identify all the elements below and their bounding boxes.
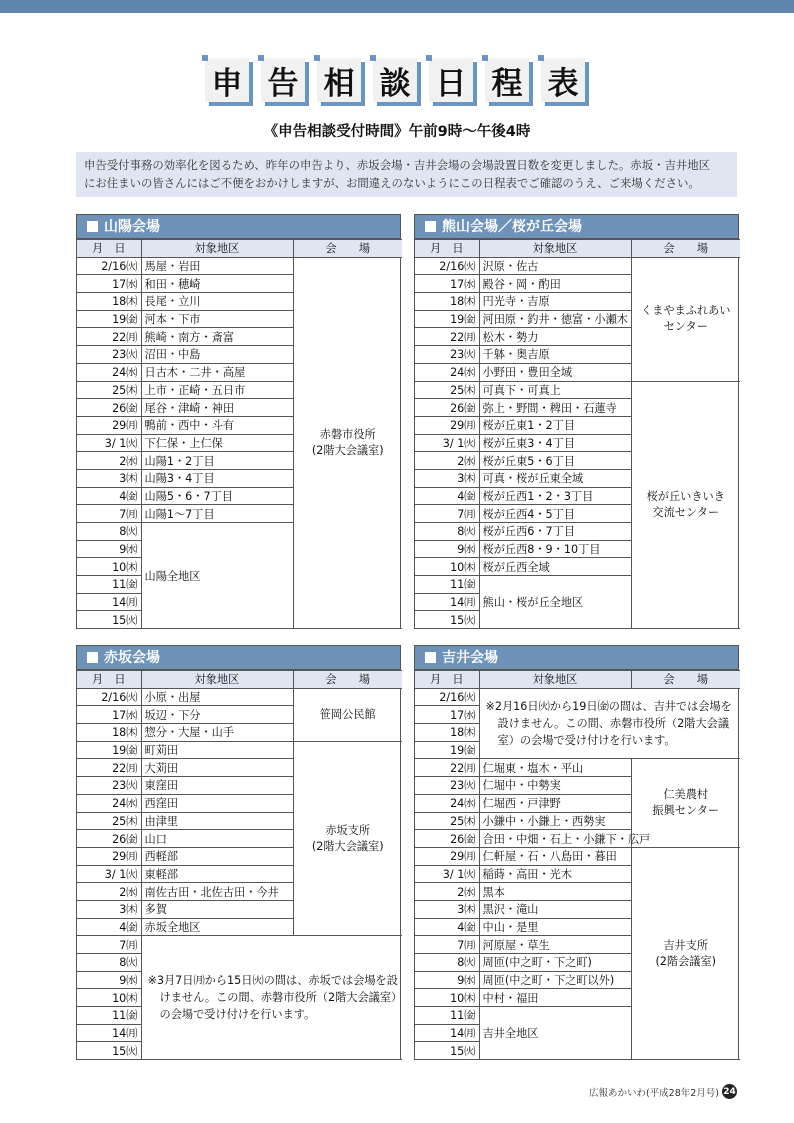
date-cell: 18㈭ bbox=[77, 724, 141, 742]
date-cell: 11㈮ bbox=[77, 1007, 141, 1025]
date-cell: 3/ 1㈫ bbox=[415, 865, 479, 883]
area-cell: 上市・正崎・五日市 bbox=[141, 381, 293, 399]
col-area-header: 対象地区 bbox=[479, 671, 631, 689]
date-cell: 8㈫ bbox=[77, 954, 141, 972]
square-marker bbox=[425, 221, 436, 232]
area-cell: 馬屋・岩田 bbox=[141, 257, 293, 275]
col-date-header: 月 日 bbox=[77, 671, 141, 689]
area-cell: 河原屋・草生 bbox=[479, 936, 631, 954]
date-cell: 4㈮ bbox=[77, 918, 141, 936]
area-cell: 多賀 bbox=[141, 900, 293, 918]
title-char: 日 bbox=[429, 58, 473, 102]
area-cell: 大苅田 bbox=[141, 759, 293, 777]
area-cell: 周匝(中之町・下之町以外) bbox=[479, 971, 631, 989]
date-cell: 2/16㈫ bbox=[415, 688, 479, 706]
date-cell: 25㈭ bbox=[77, 812, 141, 830]
col-area-header: 対象地区 bbox=[141, 671, 293, 689]
date-cell: 4㈮ bbox=[77, 487, 141, 505]
area-cell: 熊崎・南方・斎富 bbox=[141, 328, 293, 346]
date-cell: 14㈪ bbox=[415, 1024, 479, 1042]
title-char: 表 bbox=[541, 58, 585, 102]
schedule-table bbox=[415, 670, 740, 1060]
date-cell: 4㈮ bbox=[415, 918, 479, 936]
area-cell: 山陽1・2丁目 bbox=[141, 452, 293, 470]
area-cell-merged: 山陽全地区 bbox=[141, 523, 293, 629]
table-row bbox=[77, 936, 402, 954]
area-cell: 桜が丘東3・4丁目 bbox=[479, 434, 631, 452]
date-cell: 3㈭ bbox=[77, 900, 141, 918]
area-cell: 松木・勢力 bbox=[479, 328, 631, 346]
date-cell: 3㈭ bbox=[415, 469, 479, 487]
col-area-header: 対象地区 bbox=[141, 240, 293, 258]
date-cell: 2㈬ bbox=[415, 883, 479, 901]
title-char: 相 bbox=[317, 58, 361, 102]
title-char: 程 bbox=[485, 58, 529, 102]
area-cell: 桜が丘西全域 bbox=[479, 558, 631, 576]
date-cell: 3/ 1㈫ bbox=[77, 434, 141, 452]
area-cell: 可真下・可真上 bbox=[479, 381, 631, 399]
date-cell: 10㈭ bbox=[415, 558, 479, 576]
area-cell: 桜が丘西1・2・3丁目 bbox=[479, 487, 631, 505]
date-cell: 11㈮ bbox=[77, 576, 141, 594]
header-row bbox=[415, 240, 740, 258]
col-venue-header: 会 場 bbox=[631, 671, 740, 689]
area-cell: 黒本 bbox=[479, 883, 631, 901]
area-cell: 町苅田 bbox=[141, 741, 293, 759]
notice-line: 申告受付事務の効率化を図るため、昨年の申告より、赤坂会場・吉井会場の会場設置日数を変更しました。赤坂・吉井地区 bbox=[84, 158, 711, 172]
area-cell: 鴨前・西中・斗有 bbox=[141, 416, 293, 434]
date-cell: 9㈬ bbox=[77, 971, 141, 989]
table-row bbox=[415, 688, 740, 706]
date-cell: 26㈮ bbox=[77, 830, 141, 848]
date-cell: 19㈮ bbox=[77, 310, 141, 328]
venue-cell: 桜が丘いきいき 交流センター bbox=[631, 381, 740, 629]
date-cell: 24㈬ bbox=[77, 794, 141, 812]
venue-cell: 吉井支所 (2階会議室) bbox=[631, 847, 740, 1059]
area-cell: 日古木・二井・高屋 bbox=[141, 363, 293, 381]
date-cell: 29㈪ bbox=[77, 847, 141, 865]
area-cell: 仁堀東・塩木・平山 bbox=[479, 759, 631, 777]
table-row bbox=[77, 688, 402, 706]
date-cell: 17㈬ bbox=[415, 275, 479, 293]
date-cell: 19㈮ bbox=[415, 310, 479, 328]
date-cell: 15㈫ bbox=[77, 611, 141, 629]
title-char: 談 bbox=[373, 58, 417, 102]
area-cell: 山陽1～7丁目 bbox=[141, 505, 293, 523]
date-cell: 8㈫ bbox=[77, 523, 141, 541]
date-cell: 10㈭ bbox=[415, 989, 479, 1007]
area-cell: 河本・下市 bbox=[141, 310, 293, 328]
col-venue-header: 会 場 bbox=[631, 240, 740, 258]
date-cell: 15㈫ bbox=[415, 611, 479, 629]
date-cell: 22㈪ bbox=[77, 759, 141, 777]
footer-publication: 広報あかいわ(平成28年2月号) bbox=[588, 1087, 719, 1099]
date-cell: 29㈪ bbox=[77, 416, 141, 434]
date-cell: 2㈬ bbox=[77, 883, 141, 901]
square-marker bbox=[87, 221, 98, 232]
date-cell: 10㈭ bbox=[77, 558, 141, 576]
table-row bbox=[415, 381, 740, 399]
page-title bbox=[205, 58, 625, 104]
area-cell: 沼田・中島 bbox=[141, 346, 293, 364]
area-cell: 黒沢・滝山 bbox=[479, 900, 631, 918]
area-cell: 坂辺・下分 bbox=[141, 706, 293, 724]
area-cell: 桜が丘西6・7丁目 bbox=[479, 523, 631, 541]
date-cell: 24㈬ bbox=[415, 794, 479, 812]
table-row bbox=[77, 257, 402, 275]
date-cell: 10㈭ bbox=[77, 989, 141, 1007]
area-cell-merged: 熊山・桜が丘全地区 bbox=[479, 576, 631, 629]
area-cell: 河田原・釣井・徳富・小瀬木 bbox=[479, 310, 631, 328]
area-cell: 西窪田 bbox=[141, 794, 293, 812]
area-cell: 和田・穂崎 bbox=[141, 275, 293, 293]
schedule-note: ※3月7日㈪から15日㈫の間は、赤坂では会場を設けません。この間、赤磐市役所（2階大会議室）の会場で受け付けを行います。 bbox=[141, 936, 402, 1060]
date-cell: 7㈪ bbox=[415, 505, 479, 523]
area-cell: 西軽部 bbox=[141, 847, 293, 865]
block-title: 熊山会場／桜が丘会場 bbox=[415, 215, 738, 239]
area-cell: 小原・出屋 bbox=[141, 688, 293, 706]
square-marker bbox=[87, 652, 98, 663]
area-cell: 東窪田 bbox=[141, 777, 293, 795]
venue-cell: くまやまふれあい センター bbox=[631, 257, 740, 381]
venue-cell: 仁美農村 振興センター bbox=[631, 759, 740, 847]
footer bbox=[589, 1084, 737, 1099]
date-cell: 23㈫ bbox=[415, 346, 479, 364]
area-cell: 可真・桜が丘東全域 bbox=[479, 469, 631, 487]
date-cell: 29㈪ bbox=[415, 847, 479, 865]
title-char: 告 bbox=[261, 58, 305, 102]
date-cell: 22㈪ bbox=[77, 328, 141, 346]
schedule-table bbox=[77, 239, 402, 629]
date-cell: 3/ 1㈫ bbox=[415, 434, 479, 452]
date-cell: 2㈬ bbox=[415, 452, 479, 470]
header-row bbox=[415, 671, 740, 689]
date-cell: 14㈪ bbox=[77, 1024, 141, 1042]
date-cell: 18㈭ bbox=[77, 293, 141, 311]
area-cell: 中村・福田 bbox=[479, 989, 631, 1007]
area-cell: 桜が丘東1・2丁目 bbox=[479, 416, 631, 434]
schedule-table bbox=[415, 239, 740, 629]
area-cell: 仁堀中・中勢実 bbox=[479, 777, 631, 795]
area-cell-merged: 吉井全地区 bbox=[479, 1007, 631, 1060]
block-title: 山陽会場 bbox=[77, 215, 400, 239]
col-area-header: 対象地区 bbox=[479, 240, 631, 258]
date-cell: 2/16㈫ bbox=[77, 688, 141, 706]
area-cell: 小鎌中・小鎌上・西勢実 bbox=[479, 812, 631, 830]
schedule-table bbox=[77, 670, 402, 1060]
page-number: 24 bbox=[722, 1084, 737, 1099]
table-row bbox=[415, 257, 740, 275]
date-cell: 7㈪ bbox=[415, 936, 479, 954]
col-date-header: 月 日 bbox=[415, 671, 479, 689]
area-cell: 東軽部 bbox=[141, 865, 293, 883]
date-cell: 25㈭ bbox=[415, 381, 479, 399]
area-cell: 殿谷・岡・酌田 bbox=[479, 275, 631, 293]
area-cell: 円光寺・吉原 bbox=[479, 293, 631, 311]
date-cell: 26㈮ bbox=[415, 399, 479, 417]
area-cell: 稲蒔・高田・光木 bbox=[479, 865, 631, 883]
date-cell: 9㈬ bbox=[77, 540, 141, 558]
header-row bbox=[77, 240, 402, 258]
date-cell: 29㈪ bbox=[415, 416, 479, 434]
date-cell: 7㈪ bbox=[77, 505, 141, 523]
schedule-block-akasaka bbox=[76, 645, 401, 1060]
area-cell: 山陽3・4丁目 bbox=[141, 469, 293, 487]
date-cell: 15㈫ bbox=[415, 1042, 479, 1060]
area-cell: 長尾・立川 bbox=[141, 293, 293, 311]
date-cell: 17㈬ bbox=[77, 275, 141, 293]
date-cell: 26㈮ bbox=[77, 399, 141, 417]
area-cell: 由津里 bbox=[141, 812, 293, 830]
area-cell: 仁堀西・戸津野 bbox=[479, 794, 631, 812]
date-cell: 19㈮ bbox=[77, 741, 141, 759]
date-cell: 25㈭ bbox=[415, 812, 479, 830]
date-cell: 2/16㈫ bbox=[77, 257, 141, 275]
date-cell: 7㈪ bbox=[77, 936, 141, 954]
venue-cell: 赤磐市役所 (2階大会議室) bbox=[293, 257, 402, 628]
date-cell: 24㈬ bbox=[77, 363, 141, 381]
area-cell: 周匝(中之町・下之町) bbox=[479, 954, 631, 972]
reception-hours: 《申告相談受付時間》午前9時～午後4時 bbox=[263, 124, 531, 140]
area-cell: 中山・是里 bbox=[479, 918, 631, 936]
date-cell: 17㈬ bbox=[415, 706, 479, 724]
date-cell: 23㈫ bbox=[415, 777, 479, 795]
date-cell: 17㈬ bbox=[77, 706, 141, 724]
schedule-block-yoshii bbox=[414, 645, 739, 1060]
date-cell: 3/ 1㈫ bbox=[77, 865, 141, 883]
block-title: 吉井会場 bbox=[415, 646, 738, 670]
schedule-block-kumayama-sakuragaoka bbox=[414, 214, 739, 629]
notice-line: にお住まいの皆さんにはご不便をおかけしますが、お間違えのないようにこの日程表でご確認のうえ、ご来場ください。 bbox=[84, 176, 700, 190]
date-cell: 11㈮ bbox=[415, 576, 479, 594]
area-cell: 千躰・奥吉原 bbox=[479, 346, 631, 364]
date-cell: 3㈭ bbox=[415, 900, 479, 918]
area-cell: 弥上・野間・稗田・石蓮寺 bbox=[479, 399, 631, 417]
date-cell: 18㈭ bbox=[415, 724, 479, 742]
venue-cell: 赤坂支所 (2階大会議室) bbox=[293, 741, 402, 936]
date-cell: 8㈫ bbox=[415, 954, 479, 972]
square-marker bbox=[425, 652, 436, 663]
date-cell: 22㈪ bbox=[415, 759, 479, 777]
date-cell: 9㈬ bbox=[415, 540, 479, 558]
venue-cell: 笹岡公民館 bbox=[293, 688, 402, 741]
date-cell: 23㈫ bbox=[77, 346, 141, 364]
area-cell: 山口 bbox=[141, 830, 293, 848]
date-cell: 11㈮ bbox=[415, 1007, 479, 1025]
table-row bbox=[77, 741, 402, 759]
area-cell: 南佐古田・北佐古田・今井 bbox=[141, 883, 293, 901]
area-cell: 惣分・大屋・山手 bbox=[141, 724, 293, 742]
date-cell: 18㈭ bbox=[415, 293, 479, 311]
area-cell: 下仁保・上仁保 bbox=[141, 434, 293, 452]
date-cell: 14㈪ bbox=[77, 593, 141, 611]
table-row bbox=[415, 847, 740, 865]
date-cell: 2/16㈫ bbox=[415, 257, 479, 275]
area-cell: 桜が丘東5・6丁目 bbox=[479, 452, 631, 470]
col-venue-header: 会 場 bbox=[293, 671, 402, 689]
area-cell: 小野田・豊田全域 bbox=[479, 363, 631, 381]
date-cell: 26㈮ bbox=[415, 830, 479, 848]
block-title: 赤坂会場 bbox=[77, 646, 400, 670]
schedule-block-sanyo bbox=[76, 214, 401, 629]
area-cell: 尾谷・津崎・神田 bbox=[141, 399, 293, 417]
area-cell: 合田・中畑・石上・小鎌下・広戸 bbox=[479, 830, 631, 848]
area-cell: 桜が丘西8・9・10丁目 bbox=[479, 540, 631, 558]
header-row bbox=[77, 671, 402, 689]
area-cell: 赤坂全地区 bbox=[141, 918, 293, 936]
date-cell: 4㈮ bbox=[415, 487, 479, 505]
col-date-header: 月 日 bbox=[77, 240, 141, 258]
date-cell: 3㈭ bbox=[77, 469, 141, 487]
date-cell: 19㈮ bbox=[415, 741, 479, 759]
table-row bbox=[415, 759, 740, 777]
col-date-header: 月 日 bbox=[415, 240, 479, 258]
date-cell: 8㈫ bbox=[415, 523, 479, 541]
title-char: 申 bbox=[205, 58, 249, 102]
schedule-note: ※2月16日㈫から19日㈮の間は、吉井では会場を設けません。この間、赤磐市役所（2階大会議室）の会場で受け付けを行います。 bbox=[479, 688, 740, 759]
date-cell: 15㈫ bbox=[77, 1042, 141, 1060]
date-cell: 24㈬ bbox=[415, 363, 479, 381]
area-cell: 仁軒屋・石・八島田・暮田 bbox=[479, 847, 631, 865]
date-cell: 22㈪ bbox=[415, 328, 479, 346]
date-cell: 9㈬ bbox=[415, 971, 479, 989]
area-cell: 山陽5・6・7丁目 bbox=[141, 487, 293, 505]
area-cell: 沢原・佐古 bbox=[479, 257, 631, 275]
top-bar bbox=[0, 0, 794, 13]
notice-box bbox=[76, 152, 737, 197]
date-cell: 14㈪ bbox=[415, 593, 479, 611]
date-cell: 2㈬ bbox=[77, 452, 141, 470]
area-cell: 桜が丘西4・5丁目 bbox=[479, 505, 631, 523]
col-venue-header: 会 場 bbox=[293, 240, 402, 258]
date-cell: 25㈭ bbox=[77, 381, 141, 399]
date-cell: 23㈫ bbox=[77, 777, 141, 795]
